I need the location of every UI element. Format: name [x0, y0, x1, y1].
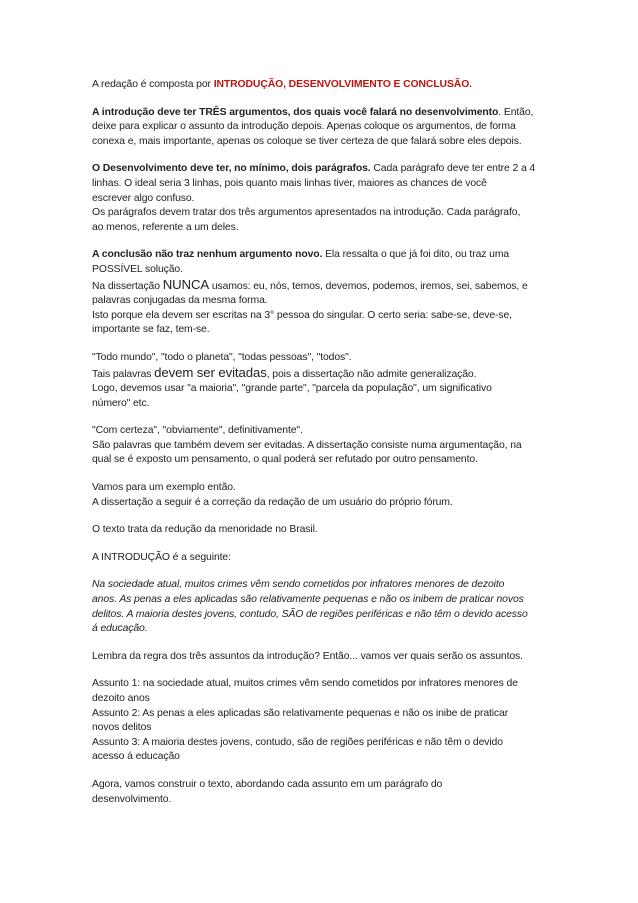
text-fragment: . Então,: [498, 106, 534, 118]
text-line: Vamos para um exemplo então.: [92, 482, 236, 494]
paragraph-introduction: [92, 106, 554, 150]
text-fragment: Cada parágrafo deve ter entre 2 a 4: [370, 163, 536, 175]
text-line: novos delitos: [92, 722, 152, 734]
paragraph-example: [92, 481, 554, 510]
text-fragment: Na dissertação: [92, 280, 163, 292]
text-line: Assunto 2: As penas a eles aplicadas são relativamente pequenas e não os inibe de praticar: [92, 707, 509, 719]
text-line: A dissertação a seguir é a correção da redação de um usuário do próprio fórum.: [92, 496, 453, 508]
paragraph-development: [92, 162, 554, 235]
text-line: "Com certeza", "obviamente", definitivamente".: [92, 425, 303, 437]
text-line: A INTRODUÇÃO é a seguinte:: [92, 551, 231, 563]
text-line: palavras conjugadas da mesma forma.: [92, 295, 268, 307]
text-line: deixe para explicar o assunto da introdução depois. Apenas coloque os argumentos, de forma: [92, 121, 516, 133]
text-line: [92, 106, 554, 121]
text-line: Na sociedade atual, muitos crimes vêm sendo cometidos por infratores menores de dezoito: [92, 579, 505, 591]
paragraph-conclusion: [92, 248, 554, 338]
paragraph-topic: [92, 523, 554, 538]
text-fragment: usamos: eu, nós, temos, devemos, podemos, iremos, sei, sabemos, e: [209, 280, 528, 292]
paragraph-next-step: [92, 778, 554, 807]
text-line: [92, 278, 554, 295]
text-line: Lembra da regra dos três assuntos da introdução? Então... vamos ver quais serão os assuntos.: [92, 650, 523, 662]
text-line: dezoito anos: [92, 693, 150, 704]
text-fragment: , pois a dissertação não admite generalização.: [266, 368, 477, 380]
paragraph-rule-reminder: [92, 650, 554, 665]
text-line: conexa e, mais importante, apenas os coloque se tiver certeza de que falará sobre eles depois.: [92, 135, 522, 147]
intro-text: A redação é composta por: [92, 79, 214, 90]
text-line: O texto trata da redução da menoridade no Brasil.: [92, 524, 318, 536]
text-line: [92, 248, 554, 263]
text-line: [92, 162, 554, 177]
text-line: número" etc.: [92, 397, 150, 409]
paragraph-intro-label: [92, 551, 554, 566]
highlight-sections: INTRODUÇÃO, DESENVOLVIMENTO E CONCLUSÃO.: [213, 79, 472, 90]
text-fragment: Ela ressalta o que já foi dito, ou traz uma: [322, 249, 510, 261]
text-line: delitos. A maioria destes jovens, contudo, SÃO de regiões periféricas e não têm o devido acesso: [92, 608, 528, 620]
bold-statement: A introdução deve ter TRÊS argumentos, dos quais você falará no desenvolvimento: [92, 106, 499, 118]
text-line: Assunto 3: A maioria destes jovens, contudo, são de regiões periféricas e não têm o devido: [92, 736, 503, 748]
text-line: á educação.: [92, 623, 148, 635]
text-line: São palavras que também devem ser evitadas. A dissertação consiste numa argumentação, na: [92, 439, 522, 451]
text-line: desenvolvimento.: [92, 793, 172, 805]
bold-statement: O Desenvolvimento deve ter, no mínimo, dois parágrafos.: [92, 163, 371, 175]
text-line: importante se faz, tem-se.: [92, 324, 210, 336]
paragraph-subjects: [92, 677, 554, 765]
text-line: anos. As penas a eles aplicadas são relativamente pequenas e não os inibem de praticar novos: [92, 594, 524, 606]
text-line: Isto porque ela devem ser escritas na 3° pessoa do singular. O certo seria: sabe-se, deve-se,: [92, 309, 512, 321]
text-line: escrever algo confuso.: [92, 192, 195, 204]
text-line: [92, 78, 554, 93]
text-line: ao menos, referente a um deles.: [92, 221, 239, 233]
text-line: Os parágrafos devem tratar dos três argumentos apresentados na introdução. Cada parágrafo,: [92, 207, 521, 219]
paragraph-certainty: [92, 424, 554, 468]
paragraph-example-intro: [92, 578, 554, 636]
paragraph-structure: [92, 78, 554, 93]
emphasis-phrase: devem ser evitadas: [154, 364, 267, 380]
text-line: POSSÍVEL solução.: [92, 263, 183, 275]
text-line: qual se é exposto um pensamento, o qual poderá ser refutado por outro pensamento.: [92, 454, 478, 466]
text-line: Agora, vamos construir o texto, abordando cada assunto em um parágrafo do: [92, 778, 443, 790]
text-line: linhas. O ideal seria 3 linhas, pois quanto mais linhas tiver, maiores as chances de você: [92, 177, 487, 189]
paragraph-generalization: [92, 351, 554, 411]
text-line: "Todo mundo", "todo o planeta", "todas pessoas", "todos".: [92, 351, 352, 363]
bold-statement: A conclusão não traz nenhum argumento novo.: [92, 249, 323, 261]
text-line: acesso á educação: [92, 751, 180, 763]
text-line: [92, 366, 554, 383]
text-line: Assunto 1: na sociedade atual, muitos crimes vêm sendo cometidos por infratores menores de: [92, 678, 518, 690]
document-page: [92, 78, 554, 820]
emphasis-word: NUNCA: [162, 276, 210, 292]
text-fragment: Tais palavras: [92, 368, 155, 380]
text-line: Logo, devemos usar "a maioria", "grande parte", "parcela da população", um significativo: [92, 383, 492, 395]
